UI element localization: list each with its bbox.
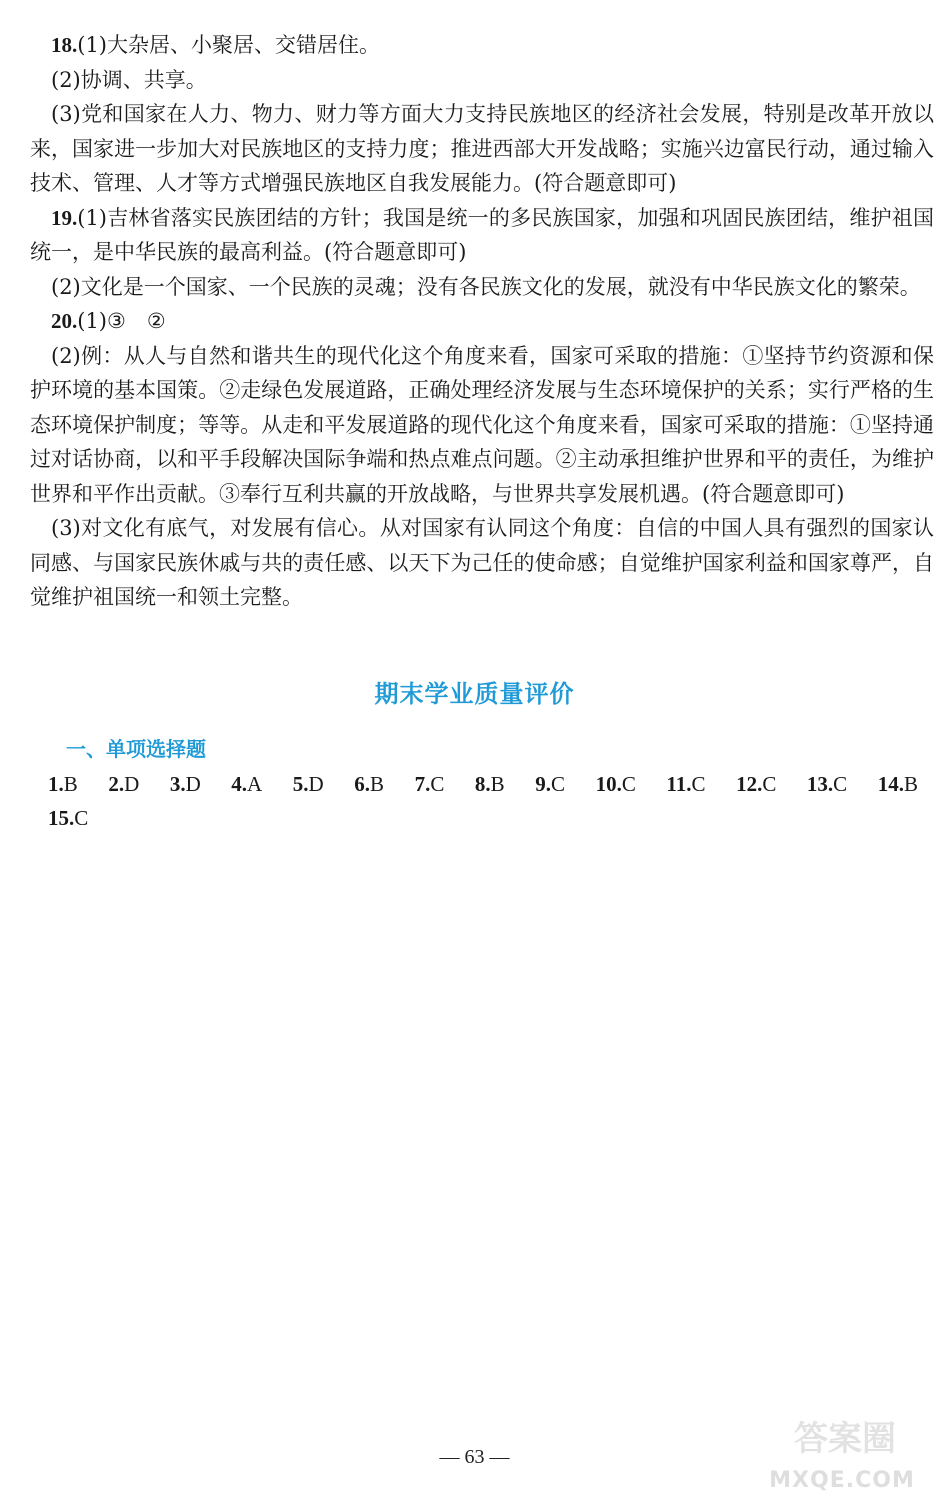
answer-number: 10.	[595, 772, 622, 796]
answer-number: 13.	[806, 772, 834, 796]
choice-answer	[293, 767, 324, 801]
answer-number: 6.	[354, 772, 371, 796]
choice-answer	[48, 767, 78, 801]
answer-paragraph	[30, 511, 934, 615]
answer-letter: C	[551, 772, 566, 796]
answer-text: (2)例：从人与自然和谐共生的现代化这个角度来看，国家可采取的措施：①坚持节约资源和保护环境的基本国策。②走绿色发展道路，正确处理经济发展与生态环境保护的关系；实行严格的生态环境保护制度；等等。从走和平发展道路的现代化这个角度来看，国家可采取的措施：①坚持通过对话协商，以和平手段解决国际争端和热点难点问题。②主动承担维护世界和平的责任，为维护世界和平作出贡献。③奉行互利共赢的开放战略，与世界共享发展机遇。(符合题意即可)	[30, 343, 934, 506]
choice-answer	[475, 767, 505, 801]
answer-letter: C	[430, 772, 445, 796]
answer-paragraph	[30, 28, 934, 63]
answer-letter: B	[370, 772, 385, 796]
answer-letter: C	[691, 772, 706, 796]
answer-letter: D	[185, 772, 201, 796]
choice-answer	[108, 767, 139, 801]
choice-answer	[415, 767, 445, 801]
answer-text: (2)文化是一个国家、一个民族的灵魂；没有各民族文化的发展，就没有中华民族文化的繁荣。	[51, 274, 921, 299]
choice-answer	[231, 767, 262, 801]
choice-answer	[666, 767, 705, 801]
answer-text-block	[30, 28, 934, 615]
choice-answer	[535, 767, 565, 801]
choice-answer	[807, 767, 847, 801]
answer-letter: D	[124, 772, 140, 796]
answer-paragraph	[30, 97, 934, 201]
choice-answer	[170, 767, 201, 801]
choice-answer	[596, 767, 636, 801]
choice-answers-row-2	[48, 801, 88, 835]
answer-number: 14.	[877, 772, 904, 796]
watermark-logo-text: 答案圈	[794, 1419, 896, 1459]
answer-letter: A	[247, 772, 263, 796]
answer-number: 12.	[736, 772, 763, 796]
choice-answers-row	[48, 767, 918, 801]
answer-number: 3.	[169, 772, 186, 796]
answer-letter: D	[308, 772, 324, 796]
answer-text: (1)③ ②	[77, 309, 166, 333]
question-number: 20.	[51, 309, 78, 333]
answer-text: (2)协调、共享。	[51, 67, 207, 92]
watermark-url: MXQE.COM	[769, 1468, 915, 1493]
answer-text: (3)对文化有底气，对发展有信心。从对国家有认同这个角度：自信的中国人具有强烈的国家认同感、与国家民族休戚与共的责任感、以天下为己任的使命感；自觉维护国家利益和国家尊严，自觉维护祖国统一和领土完整。	[30, 516, 934, 609]
answer-number: 5.	[292, 772, 309, 796]
answer-letter: C	[833, 772, 848, 796]
answer-number: 8.	[474, 772, 491, 796]
answer-number: 1.	[48, 772, 64, 796]
question-number: 18.	[51, 33, 78, 57]
answer-text: (1)大杂居、小聚居、交错居住。	[77, 33, 380, 57]
choice-answer	[354, 767, 384, 801]
answer-text: (3)党和国家在人力、物力、财力等方面大力支持民族地区的经济社会发展，特别是改革开放以来，国家进一步加大对民族地区的支持力度；推进西部大开发战略；实施兴边富民行动，通过输入技术、管理、人才等方式增强民族地区自我发展能力。(符合题意即可)	[30, 102, 934, 195]
choice-answer	[878, 767, 918, 801]
page-number: — 63 —	[439, 1446, 510, 1468]
answer-paragraph	[30, 270, 934, 305]
answer-paragraph	[30, 339, 934, 512]
answer-letter: B	[903, 772, 918, 796]
answer-number: 15.	[48, 806, 75, 830]
answer-letter: C	[621, 772, 636, 796]
answer-number: 11.	[666, 772, 692, 796]
answer-letter: B	[490, 772, 505, 796]
answer-paragraph	[30, 63, 934, 98]
answer-paragraph	[30, 304, 934, 339]
answer-number: 9.	[535, 772, 551, 796]
section-title: 期末学业质量评价	[374, 680, 575, 708]
answer-letter: C	[762, 772, 777, 796]
answer-paragraph	[30, 201, 934, 270]
subsection-title: 一、单项选择题	[66, 737, 206, 761]
answer-letter: B	[63, 772, 78, 796]
watermark-logo	[747, 1413, 937, 1493]
answer-number: 7.	[414, 772, 431, 796]
choice-answer	[736, 767, 776, 801]
answer-text: (1)吉林省落实民族团结的方针；我国是统一的多民族国家，加强和巩固民族团结，维护祖国统一，是中华民族的最高利益。(符合题意即可)	[30, 205, 934, 264]
question-number: 19.	[51, 205, 78, 230]
answer-number: 2.	[108, 772, 125, 796]
answer-number: 4.	[231, 772, 248, 796]
answer-letter: C	[74, 806, 89, 830]
